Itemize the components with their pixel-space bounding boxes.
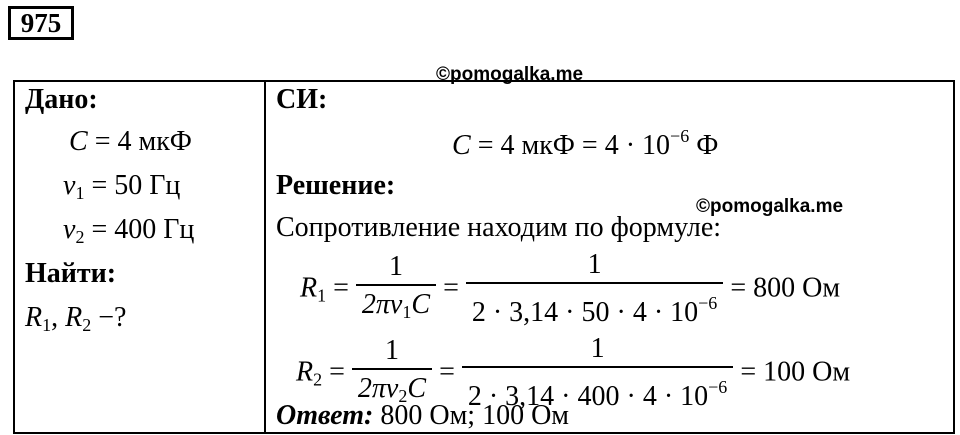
resistance-subscript: 2 (313, 369, 323, 390)
den-symbols: 2πν (357, 372, 399, 404)
si-conversion (452, 126, 718, 162)
answer-line (276, 400, 569, 432)
solution-column (265, 81, 954, 433)
resistance-symbol: R (300, 272, 318, 304)
numerator: 1 (388, 250, 403, 282)
capacitance-value: = 4 мкФ (87, 126, 192, 157)
den-numbers: 2 · 3,14 · 50 · 4 · 10 (471, 297, 699, 328)
given-capacitance (69, 126, 192, 158)
frequency-subscript: 1 (75, 183, 85, 203)
frequency-symbol: ν (63, 214, 76, 245)
given-frequency-1 (63, 170, 180, 204)
resistance-symbol: R (296, 356, 314, 388)
answer-text: 800 Ом; 100 Ом (373, 400, 570, 431)
solution-table (13, 80, 955, 434)
si-equation: = 4 мкФ = 4 · 10 (470, 130, 671, 161)
den-exponent: −6 (708, 377, 728, 397)
resistance-symbol: R (25, 302, 43, 333)
equals-sign: = (436, 272, 466, 304)
denominator (466, 282, 723, 332)
den-subscript: 1 (402, 301, 412, 322)
den-capacitance: C (411, 288, 431, 320)
solution-intro: Сопротивление находим по формуле: (276, 212, 722, 243)
frequency-value: = 50 Гц (84, 170, 181, 201)
formula-r1 (300, 248, 840, 332)
comma: , (51, 302, 66, 333)
answer-label: Ответ: (276, 400, 374, 431)
den-subscript: 2 (398, 385, 408, 406)
given-label: Дано: (25, 84, 98, 115)
si-label: СИ: (276, 84, 328, 115)
resistance-subscript: 1 (42, 315, 52, 335)
capacitance-symbol: C (452, 130, 471, 161)
resistance-subscript: 2 (82, 315, 92, 335)
si-unit: Ф (689, 130, 719, 161)
result: = 800 Ом (723, 272, 841, 304)
den-numbers: 2 · 3,14 · 400 · 4 · 10 (467, 381, 709, 412)
given-column (14, 81, 265, 433)
equals-sign: = (432, 356, 462, 388)
frequency-subscript: 2 (75, 227, 85, 247)
capacitance-symbol: C (69, 126, 88, 157)
given-frequency-2 (63, 214, 194, 248)
numerator: 1 (384, 334, 399, 366)
numerator: 1 (590, 333, 605, 364)
frequency-value: = 400 Гц (84, 214, 195, 245)
equals-sign: = (322, 356, 352, 388)
si-exponent: −6 (670, 126, 690, 146)
resistance-symbol: R (65, 302, 83, 333)
solution-label: Решение: (276, 170, 396, 201)
resistance-subscript: 1 (317, 285, 327, 306)
watermark: ©pomogalka.me (696, 196, 844, 217)
fraction-symbolic (356, 250, 436, 331)
equals-sign: = (326, 272, 356, 304)
frequency-symbol: ν (63, 170, 76, 201)
den-symbols: 2πν (361, 288, 403, 320)
watermark: ©pomogalka.me (436, 64, 584, 85)
result: = 100 Ом (733, 356, 851, 388)
numerator: 1 (587, 249, 602, 280)
find-expression (25, 302, 126, 336)
problem-number: 975 (8, 6, 74, 40)
find-label: Найти: (25, 258, 117, 289)
den-exponent: −6 (698, 293, 718, 313)
question-mark: −? (91, 302, 127, 333)
denominator (356, 284, 436, 331)
fraction-numeric (466, 248, 723, 332)
den-capacitance: C (407, 372, 427, 404)
